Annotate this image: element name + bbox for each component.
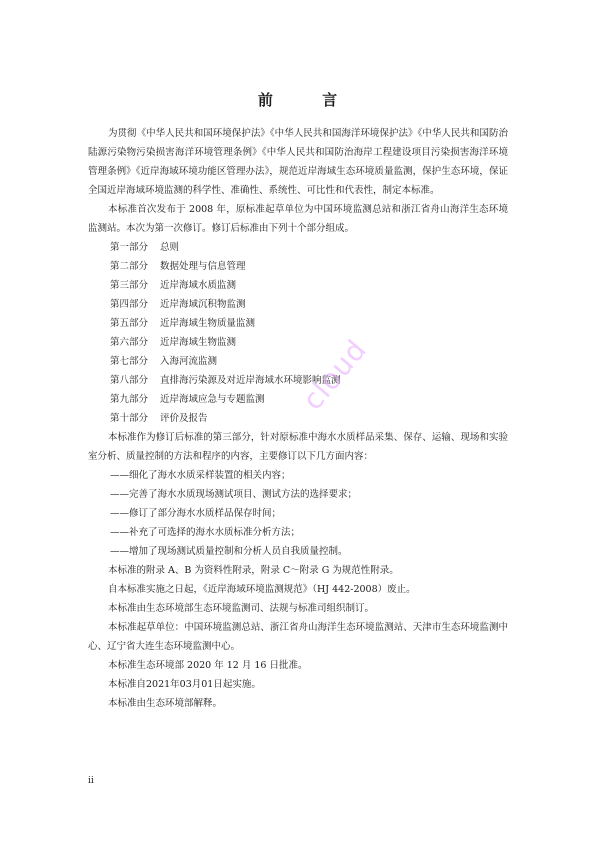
list-item: ——细化了海水水质采样装置的相关内容； (110, 470, 291, 481)
intro-paragraph: 为贯彻《中华人民共和国环境保护法》《中华人民共和国海洋环境保护法》《中华人民共和国防治陆源污染物污染损害海洋环境管理条例》《中华人民共和国防治海岸工程建设项目污染损害海洋环境管理条例》《近岸海域环境功能区管理办法》，规范近岸海域生态环境质量监测，保护生态环境，保证全国近岸海域环境监测的科学性、准确性、系统性、可比性和代表性，制定本标准。 (88, 128, 508, 196)
history-paragraph: 本标准首次发布于 2008 年，原标准起草单位为中国环境监测总站和浙江省舟山海洋生态环境监测站。本次为第一次修订。修订后标准由下列十个部分组成。 (88, 204, 508, 234)
watermark: cloud (296, 333, 374, 417)
list-item: 第八部分 直排海污染源及对近岸海域水环境影响监测 (110, 375, 341, 386)
list-item: 第七部分 入海河流监测 (110, 356, 218, 367)
page-number: ii (88, 776, 94, 786)
list-item: 第六部分 近岸海域生物监测 (110, 337, 237, 348)
list-item: 第一部分 总则 (110, 242, 180, 253)
list-item: 第五部分 近岸海域生物质量监测 (110, 318, 256, 329)
list-item: 第十部分 评价及报告 (110, 413, 208, 424)
list-item: 第九部分 近岸海域应急与专题监测 (110, 394, 265, 405)
list-item: ——补充了可选择的海水水质标准分析方法； (110, 527, 301, 538)
list-item: ——增加了现场测试质量控制和分析人员自我质量控制。 (110, 546, 348, 557)
drafters-paragraph: 本标准起草单位：中国环境监测总站、浙江省舟山海洋生态环境监测站、天津市生态环境监测中心、辽宁省大连生态环境监测中心。 (88, 622, 508, 652)
list-item: ——完善了海水水质现场测试项目、测试方法的选择要求； (110, 489, 358, 500)
revision-list (88, 466, 508, 561)
parts-list (88, 238, 508, 428)
interpretation-paragraph: 本标准由生态环境部解释。 (108, 698, 223, 709)
page-title: 前 言 (257, 91, 360, 109)
list-item: ——修订了部分海水水质样品保存时间； (110, 508, 282, 519)
document-body (88, 124, 508, 713)
organizer-paragraph: 本标准由生态环境部生态环境监测司、法规与标准司组织制订。 (108, 603, 375, 614)
approval-paragraph: 本标准生态环境部 2020 年 12 月 16 日批准。 (108, 660, 308, 671)
list-item: 第三部分 近岸海域水质监测 (110, 280, 237, 291)
supersede-paragraph: 自本标准实施之日起，《近岸海域环境监测规范》（HJ 442-2008）废止。 (108, 584, 416, 595)
list-item: 第二部分 数据处理与信息管理 (110, 261, 246, 272)
appendix-paragraph: 本标准的附录 A、B 为资料性附录，附录 C～附录 G 为规范性附录。 (108, 565, 399, 576)
revision-intro-paragraph: 本标准作为修订后标准的第三部分，针对原标准中海水水质样品采集、保存、运输、现场和实验室分析、质量控制的方法和程序的内容，主要修订以下几方面内容： (88, 432, 508, 462)
effective-date-paragraph: 本标准自2021年03月01日起实施。 (108, 679, 261, 690)
list-item: 第四部分 近岸海域沉积物监测 (110, 299, 246, 310)
